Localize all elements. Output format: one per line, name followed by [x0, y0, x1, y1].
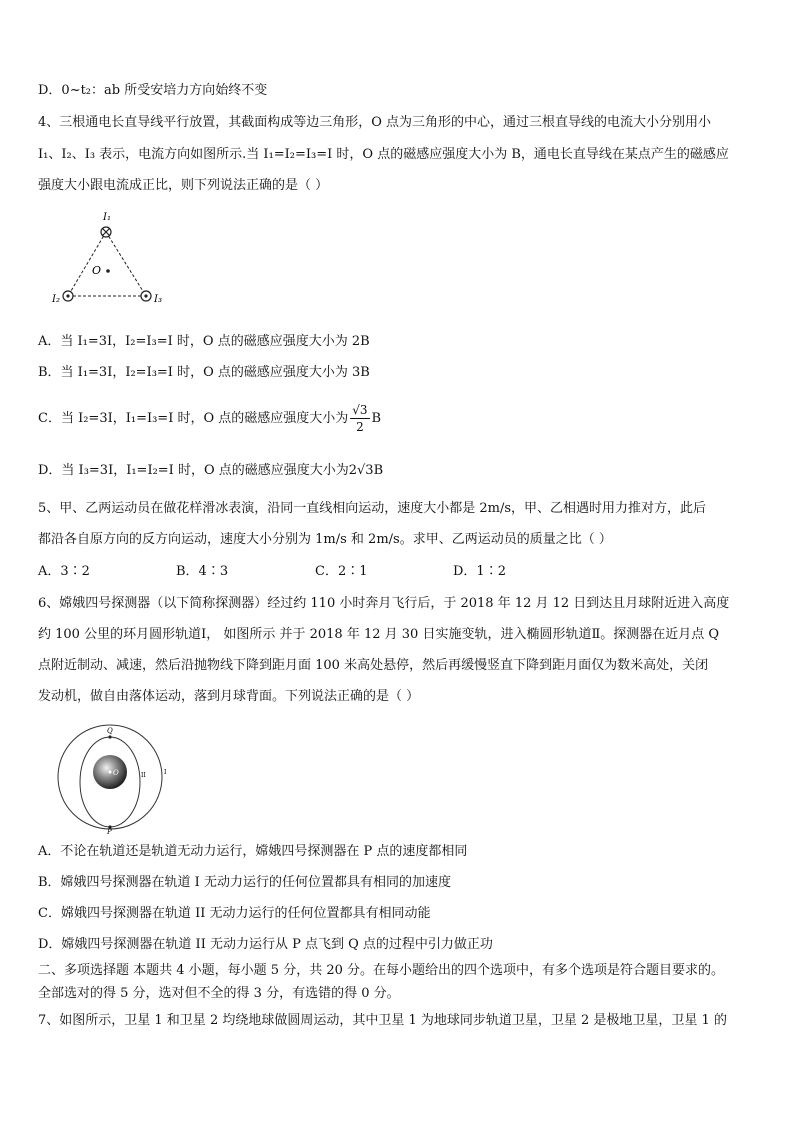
q4-option-a: A．当 I₁=3I，I₂=I₃=I 时，O 点的磁感应强度大小为 2B [38, 334, 370, 349]
q4-triangle-figure [48, 208, 178, 313]
current-out-of-page-icon-left [63, 291, 73, 301]
q4-option-d-value: 2√3B [348, 463, 384, 478]
q5-stem-line1: 5、甲、乙两运动员在做花样滑冰表演，沿同一直线相向运动，速度大小都是 2m/s，甲、乙相遇时用力推对方，此后 [38, 501, 707, 516]
current-out-of-page-icon-right [141, 291, 151, 301]
q4-option-c-suffix: B [371, 411, 382, 426]
label-o: O [92, 264, 102, 277]
section2-heading-line2: 全部选对的得 5 分，选对但不全的得 3 分，有选错的得 0 分。 [38, 986, 400, 1001]
q4-stem-line3: 强度大小跟电流成正比，则下列说法正确的是（ ） [38, 178, 329, 193]
moon-center [109, 771, 112, 774]
label-i1: I₁ [103, 212, 111, 223]
q3-option-d: D．0~t₂：ab 所受安培力方向始终不变 [38, 83, 268, 98]
label-p: P [107, 828, 112, 834]
q5-option-a: A．3∶2 [38, 564, 90, 579]
fraction-denominator: 2 [356, 420, 364, 434]
q4-option-d [38, 462, 383, 480]
q4-stem-line2: I₁、I₂、I₃ 表示，电流方向如图所示.当 I₁=I₂=I₃=I 时，O 点的磁感应强度大小为 B，通电长直导线在某点产生的磁感应 [38, 147, 729, 162]
q6-stem-line4: 发动机，做自由落体运动，落到月球背面。下列说法正确的是（ ） [38, 689, 420, 704]
q4-stem-line1: 4、三根通电长直导线平行放置，其截面构成等边三角形，O 点为三角形的中心，通过三根直导线的电流大小分别用小 [38, 115, 712, 130]
section2-heading-line1: 二、多项选择题 本题共 4 小题，每小题 5 分，共 20 分。在每小题给出的四个选项中，有多个选项是符合题目要求的。 [38, 963, 725, 978]
label-o: O [113, 769, 119, 777]
label-i3: I₃ [154, 294, 162, 305]
q4-option-c-text: C．当 I₂=3I，I₁=I₃=I 时，O 点的磁感应强度大小为 [38, 411, 349, 426]
center-point-o [106, 269, 110, 273]
label-orbit-i: I [164, 769, 167, 776]
q4-option-c [38, 402, 381, 435]
q7-stem-line1: 7、如图所示，卫星 1 和卫星 2 均绕地球做圆周运动，其中卫星 1 为地球同步轨道卫星，卫星 2 是极地卫星，卫星 1 的 [38, 1013, 727, 1028]
q6-stem-line3: 点附近制动、减速，然后沿抛物线下降到距月面 100 米高处悬停，然后再缓慢竖直下降到距月面仅为数米高处，关闭 [38, 658, 709, 673]
label-i2: I₂ [52, 294, 60, 305]
q5-stem-line2: 都沿各自原方向的反方向运动，速度大小分别为 1m/s 和 2m/s。求甲、乙两运动员的质量之比（ ） [38, 532, 612, 547]
point-q-marker [108, 735, 111, 738]
label-orbit-ii: II [141, 772, 146, 779]
q4-option-b: B．当 I₁=3I，I₂=I₃=I 时，O 点的磁感应强度大小为 3B [38, 365, 370, 380]
label-q: Q [107, 727, 113, 735]
q5-option-c: C．2∶1 [315, 564, 368, 579]
q6-option-b: B．嫦娥四号探测器在轨道 I 无动力运行的任何位置都具有相同的加速度 [38, 875, 451, 890]
q6-orbit-figure [52, 722, 177, 834]
fraction-numerator: √3 [352, 403, 368, 417]
q4-option-c-fraction [350, 402, 369, 435]
q6-option-c: C．嫦娥四号探测器在轨道 II 无动力运行的任何位置都具有相同动能 [38, 906, 431, 921]
q4-option-d-text: D．当 I₃=3I，I₁=I₂=I 时，O 点的磁感应强度大小为 [38, 463, 349, 478]
q5-option-b: B．4∶3 [176, 564, 229, 579]
q6-stem-line1: 6、嫦娥四号探测器（以下简称探测器）经过约 110 小时奔月飞行后，于 2018 年 12 月 12 日到达且月球附近进入高度 [38, 596, 730, 611]
current-into-page-icon [101, 227, 111, 237]
q5-option-d: D．1∶2 [453, 564, 506, 579]
q6-stem-line2: 约 100 公里的环月圆形轨道Ⅰ， 如图所示 并于 2018 年 12 月 30 日实施变轨，进入椭圆形轨道Ⅱ。探测器在近月点 Q [38, 627, 720, 642]
triangle-right-side [106, 232, 146, 296]
q6-option-a: A．不论在轨道还是轨道无动力运行，嫦娥四号探测器在 P 点的速度都相同 [38, 844, 468, 859]
q6-option-d: D．嫦娥四号探测器在轨道 II 无动力运行从 P 点飞到 Q 点的过程中引力做正功 [38, 937, 493, 952]
